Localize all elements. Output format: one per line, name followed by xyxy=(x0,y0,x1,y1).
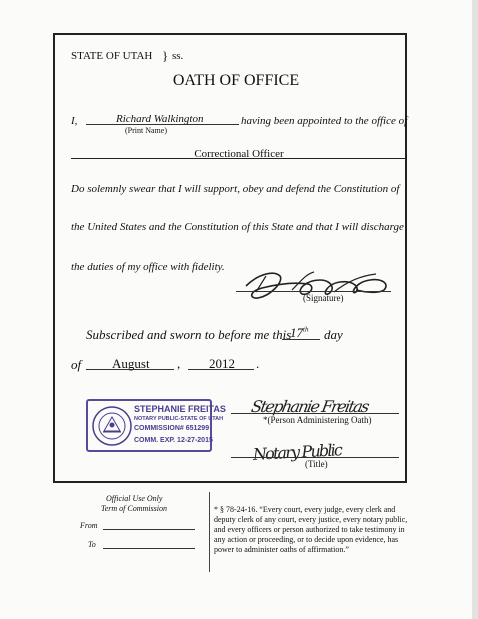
oath-line-1: Do solemnly swear that I will support, obey and defend the Constitution of xyxy=(71,183,400,195)
statute-line-1: * § 78-24-16. “Every court, every judge, every clerk and xyxy=(214,505,396,514)
administrator-signature-text: Stephanie Freitas xyxy=(249,397,372,416)
from-line xyxy=(103,529,195,530)
month-line xyxy=(86,369,174,370)
signature-line xyxy=(236,291,391,292)
to-line xyxy=(103,548,195,549)
ss-label: ss. xyxy=(172,50,184,62)
title-handwriting-text: Notary Public xyxy=(252,440,344,464)
day-suffix: th xyxy=(303,325,309,334)
pronoun-label: I, xyxy=(71,115,78,127)
page-edge xyxy=(472,0,478,619)
printed-name: Richard Walkington xyxy=(116,113,204,125)
term-heading: Term of Commission xyxy=(101,504,167,513)
administrator-line xyxy=(231,413,399,414)
state-label: STATE OF UTAH xyxy=(71,50,153,62)
office-line xyxy=(71,158,407,159)
day-word: day xyxy=(324,327,343,342)
oath-line-2: the United States and the Constitution of this State and that I will discharge xyxy=(71,221,404,233)
from-label: From xyxy=(80,521,98,530)
statute-line-2: deputy clerk of any court, every justice, every notary public, xyxy=(214,515,408,524)
title-caption: (Title) xyxy=(305,459,328,469)
notary-expiration: COMM. EXP. 12-27-2015 xyxy=(134,437,213,444)
statute-line-4: any action or proceeding, or to decide upon evidence, has xyxy=(214,535,399,544)
print-name-caption: (Print Name) xyxy=(125,126,167,135)
footer-divider xyxy=(209,492,210,572)
appointment-text: having been appointed to the office of xyxy=(241,115,408,127)
notary-stamp xyxy=(86,399,226,452)
statute-line-3: and every officers or person authorized to take testimony in xyxy=(214,525,405,534)
date-period: . xyxy=(256,356,260,371)
office-title: Correctional Officer xyxy=(194,148,284,160)
year-line xyxy=(188,369,254,370)
day-line xyxy=(282,339,320,340)
statute-line-5: power to administer oaths of affirmation.” xyxy=(214,545,349,554)
utah-seal-icon xyxy=(91,405,133,447)
administrator-caption: *(Person Administering Oath) xyxy=(263,415,372,425)
sworn-text: Subscribed and sworn to before me this xyxy=(86,327,292,342)
notary-state: NOTARY PUBLIC-STATE OF UTAH xyxy=(134,416,224,422)
venue-brace: } xyxy=(162,48,169,63)
signature-caption: (Signature) xyxy=(303,293,344,303)
notary-commission: COMMISSION# 651299 xyxy=(134,425,210,432)
month-value: August xyxy=(112,356,150,371)
day-number-value: 17 xyxy=(290,325,303,340)
oath-line-3: the duties of my office with fidelity. xyxy=(71,261,225,273)
name-line xyxy=(86,124,239,125)
to-label: To xyxy=(88,540,96,549)
title-line xyxy=(231,457,399,458)
date-comma: , xyxy=(177,356,181,371)
of-label: of xyxy=(71,357,82,372)
year-value: 2012 xyxy=(209,356,235,371)
page-title: OATH OF OFFICE xyxy=(172,72,300,89)
official-use-heading: Official Use Only xyxy=(106,494,163,503)
notary-name: STEPHANIE FREITAS xyxy=(134,404,226,414)
